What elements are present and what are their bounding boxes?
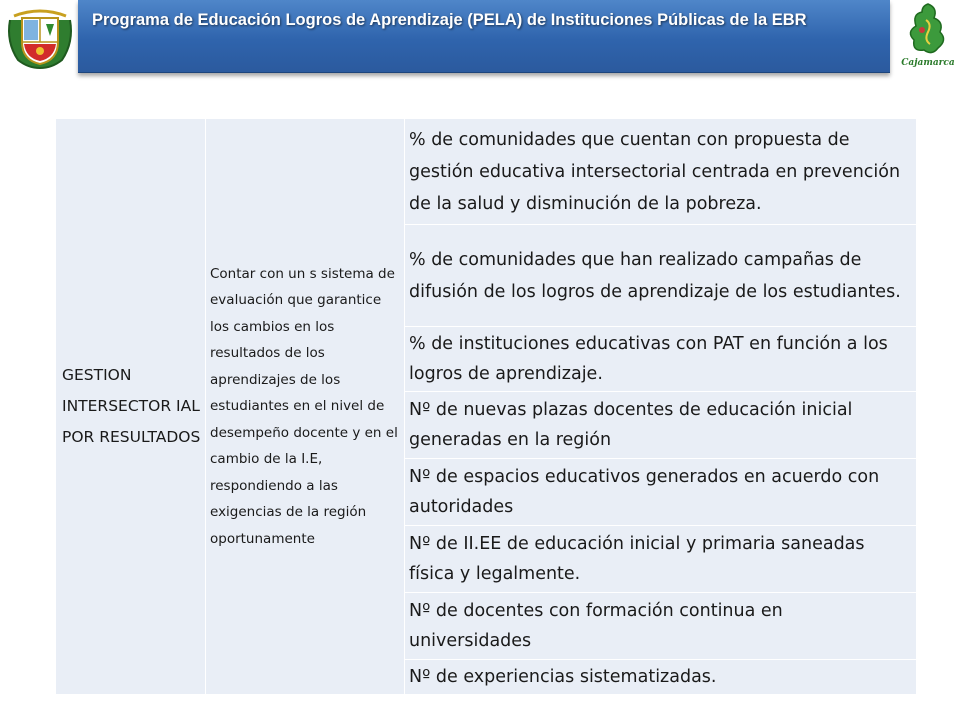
logo-label: Cajamarca xyxy=(901,58,955,68)
objective-cell: Contar con un s sistema de evaluación que garantice los cambios en los resultados de los aprendizajes de los estudiantes en el nivel de desempeño docente y en el cambio de la I.E, respondiendo a las exigencias de la región oportunamente xyxy=(206,119,405,695)
table-row xyxy=(56,119,917,225)
category-cell: GESTION INTERSECTOR IAL POR RESULTADOS xyxy=(56,119,206,695)
indicator-cell: Nº de espacios educativos generados en acuerdo con autoridades xyxy=(405,459,917,526)
indicator-cell: % de comunidades que han realizado campañas de difusión de los logros de aprendizaje de los estudiantes. xyxy=(405,225,917,327)
indicator-cell: Nº de experiencias sistematizadas. xyxy=(405,660,917,695)
indicator-cell: % de comunidades que cuentan con propuesta de gestión educativa intersectorial centrada en prevención de la salud y disminución de la pobreza. xyxy=(405,119,917,225)
title-banner xyxy=(78,0,890,73)
indicators-table xyxy=(55,118,917,695)
page-title: Programa de Educación Logros de Aprendizaje (PELA) de Instituciones Públicas de la EBR xyxy=(92,11,807,29)
cajamarca-logo xyxy=(898,0,958,76)
cajamarca-map-icon xyxy=(898,0,958,60)
indicator-cell: Nº de nuevas plazas docentes de educación inicial generadas en la región xyxy=(405,392,917,459)
indicator-cell: Nº de docentes con formación continua en universidades xyxy=(405,593,917,660)
peru-coat-of-arms-icon xyxy=(4,2,76,72)
indicator-cell: % de instituciones educativas con PAT en función a los logros de aprendizaje. xyxy=(405,327,917,392)
indicator-cell: Nº de II.EE de educación inicial y primaria saneadas física y legalmente. xyxy=(405,526,917,593)
